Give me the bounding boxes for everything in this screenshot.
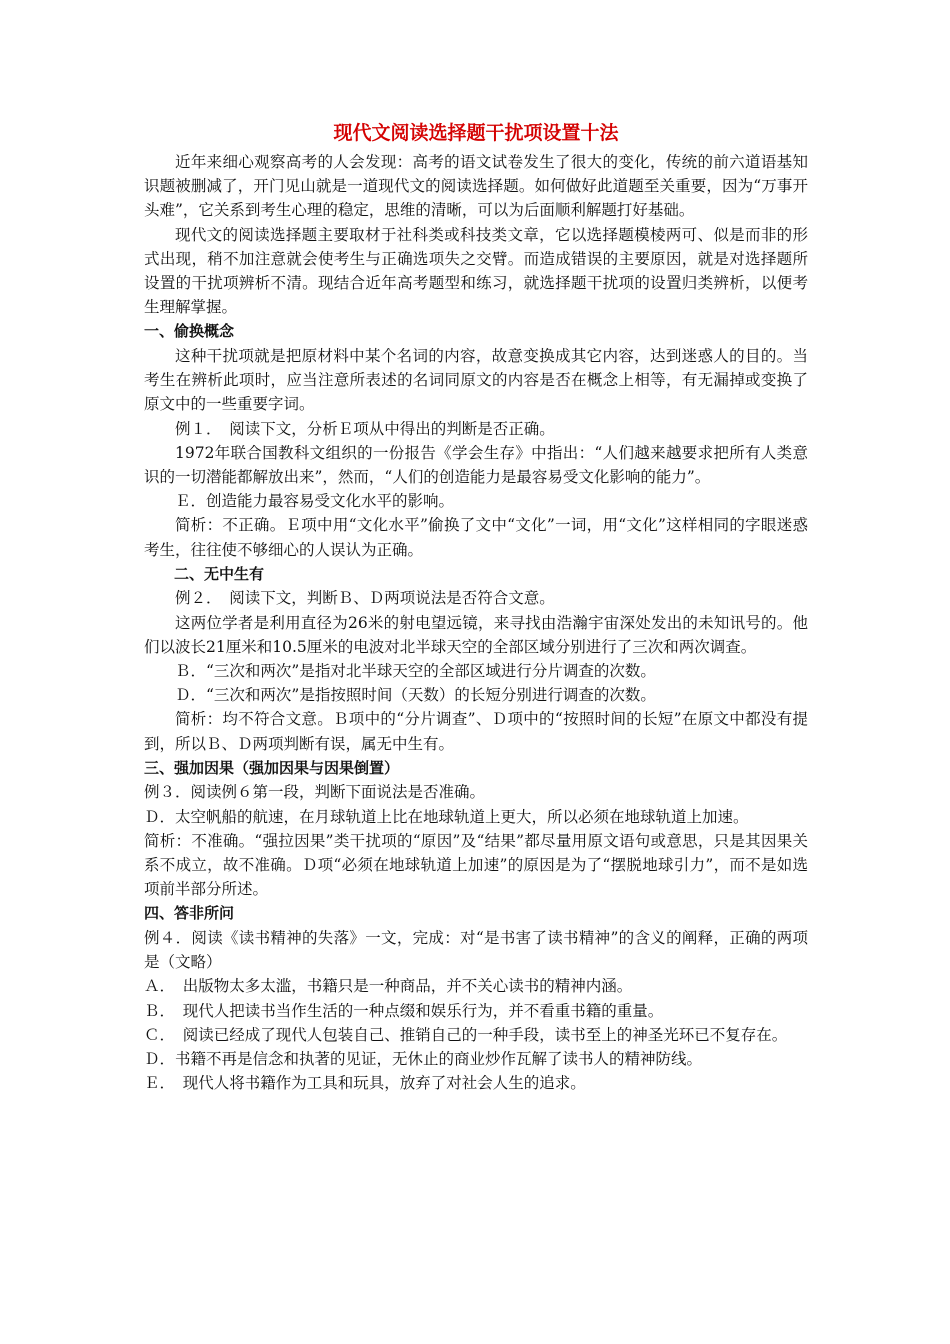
- section-heading: 三、强加因果（强加因果与因果倒置）: [144, 758, 400, 777]
- paragraph: 例３．阅读例６第一段，判断下面说法是否准确。: [144, 783, 486, 802]
- paragraph: Ｃ． 阅读已经成了现代人包装自己、推销自己的一种手段，读书至上的神圣光环已不复存在。: [144, 1025, 788, 1044]
- section-heading: 一、偷换概念: [144, 322, 235, 341]
- paragraph: 例４．阅读《读书精神的失落》一文，完成：对“是书害了读书精神”的含义的阐释，正确的两项是（文略）: [144, 929, 808, 972]
- paragraph: 近年来细心观察高考的人会发现：高考的语文试卷发生了很大的变化，传统的前六道语基知识题被删减了，开门见山就是一道现代文的阅读选择题。如何做好此道题至关重要，因为“万事开头难”，它关系到考生心理的稳定，思维的清晰，可以为后面顺利解题打好基础。: [144, 153, 808, 220]
- paragraph: Ｂ．“三次和两次”是指对北半球天空的全部区域进行分片调查的次数。: [175, 662, 656, 681]
- paragraph: Ｄ．“三次和两次”是指按照时间（天数）的长短分别进行调查的次数。: [175, 686, 656, 705]
- paragraph: 这两位学者是利用直径为26米的射电望远镜，来寻找由浩瀚宇宙深处发出的未知讯号的。他们以波长21厘米和10.5厘米的电波对北半球天空的全部区域分别进行了三次和两次调查。: [144, 613, 808, 656]
- paragraph: Ｂ． 现代人把读书当作生活的一种点缀和娱乐行为，并不看重书籍的重量。: [144, 1001, 664, 1020]
- paragraph: Ｅ． 现代人将书籍作为工具和玩具，放弃了对社会人生的追求。: [144, 1074, 586, 1093]
- paragraph: Ｄ．书籍不再是信念和执著的见证，无休止的商业炒作瓦解了读书人的精神防线。: [144, 1050, 703, 1069]
- paragraph: Ｄ．太空帆船的航速，在月球轨道上比在地球轨道上更大，所以必须在地球轨道上加速。: [144, 807, 749, 826]
- paragraph: 这种干扰项就是把原材料中某个名词的内容，故意变换成其它内容，达到迷惑人的目的。当考生在辨析此项时，应当注意所表述的名词同原文的内容是否在概念上相等，有无漏掉或变换了原文中的一些重要字词。: [144, 347, 808, 414]
- paragraph: 简析：不正确。Ｅ项中用“文化水平”偷换了文中“文化”一词，用“文化”这样相同的字眼迷惑考生，往往使不够细心的人误认为正确。: [144, 516, 808, 559]
- paragraph: 例１． 阅读下文，分析Ｅ项从中得出的判断是否正确。: [175, 419, 555, 438]
- document-page: [144, 118, 808, 1095]
- document-title: 现代文阅读选择题干扰项设置十法: [333, 122, 619, 144]
- section-heading: 二、无中生有: [174, 564, 265, 583]
- paragraph: 现代文的阅读选择题主要取材于社科类或科技类文章，它以选择题模棱两可、似是而非的形式出现，稍不加注意就会使考生与正确选项失之交臂。而造成错误的主要原因，就是对选择题所设置的干扰项辨析不清。现结合近年高考题型和练习，就选择题干扰项的设置归类辨析，以便考生理解掌握。: [144, 225, 808, 317]
- document-body: [144, 150, 808, 1095]
- paragraph: Ａ． 出版物太多太滥，书籍只是一种商品，并不关心读书的精神内涵。: [144, 977, 633, 996]
- paragraph: Ｅ．创造能力最容易受文化水平的影响。: [175, 492, 455, 511]
- paragraph: 1972年联合国教科文组织的一份报告《学会生存》中指出：“人们越来越要求把所有人类意识的一切潜能都解放出来”，然而，“人们的创造能力是最容易受文化影响的能力”。: [144, 443, 808, 487]
- paragraph: 简析：不准确。“强拉因果”类干扰项的“原因”及“结果”都尽量用原文语句或意思，只是其因果关系不成立，故不准确。Ｄ项“必须在地球轨道上加速”的原因是为了“摆脱地球引力”，而不是如选项前半部分所述。: [144, 831, 808, 899]
- paragraph: 简析：均不符合文意。Ｂ项中的“分片调查”、Ｄ项中的“按照时间的长短”在原文中都没有提到，所以Ｂ、Ｄ两项判断有误，属无中生有。: [144, 710, 808, 753]
- paragraph: 例２． 阅读下文，判断Ｂ、Ｄ两项说法是否符合文意。: [175, 589, 555, 608]
- section-heading: 四、答非所问: [144, 904, 235, 923]
